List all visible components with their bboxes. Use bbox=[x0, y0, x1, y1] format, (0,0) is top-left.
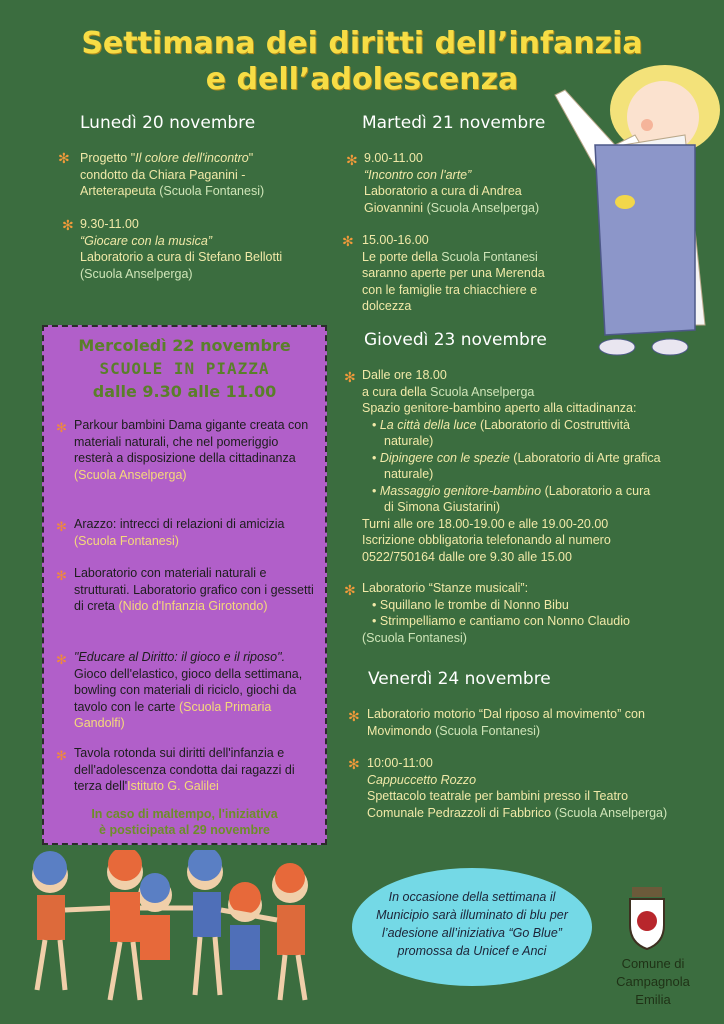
flower-bullet-icon: ✻ bbox=[56, 420, 67, 435]
monday-item-2: 9.30-11.00 “Giocare con la musica” Laboratorio a cura di Stefano Bellotti (Scuola Anselperga) bbox=[80, 217, 283, 281]
children-illustration bbox=[15, 850, 335, 1020]
coat-of-arms-icon bbox=[622, 885, 672, 951]
tuesday-item-1: 9.00-11.00 “Incontro con l'arte” Laboratorio a cura di Andrea Giovannini (Scuola Anselperga) bbox=[364, 151, 540, 215]
flower-bullet-icon: ✻ bbox=[56, 652, 67, 667]
oval-line-3: per l’adesione all’iniziativa “Go Blue” bbox=[382, 908, 568, 940]
tuesday-heading: Martedì 21 novembre bbox=[362, 113, 546, 133]
friday-heading: Venerdì 24 novembre bbox=[368, 669, 551, 689]
wednesday-time: dalle 9.30 alle 11.00 bbox=[92, 382, 277, 401]
flower-bullet-icon: ✻ bbox=[348, 756, 360, 772]
wednesday-item-2: Arazzo: intrecci di relazioni di amicizia (Scuola Fontanesi) bbox=[74, 517, 285, 548]
thursday-item-1: Dalle ore 18.00 a cura della Scuola Anselperga Spazio genitore-bambino aperto alla cittadinanza: • La città della luce (Laboratorio di Costruttività naturale) • Dipingere con le spezie (Laboratorio di Arte grafica naturale) • Massaggio genitore-bambino (Laboratorio a cura di Simona Giustarini) Turni alle ore 18.00-19.00 e alle 19.00-20.00 Iscrizione obbligatoria telefonando al numero 0522/750164 dalle ore 9.30 alle 15.00 bbox=[362, 368, 661, 564]
flower-bullet-icon: ✻ bbox=[344, 369, 356, 385]
wednesday-item-1: Parkour bambini Dama gigante creata con materiali naturali, che nel pomeriggio resterà a disposizione della cittadinanza (Scuola Anselperga) bbox=[74, 418, 309, 482]
comune-label: Comune di Campagnola Emilia bbox=[616, 956, 690, 1007]
thursday-item-2: Laboratorio “Stanze musicali”: • Squillano le trombe di Nonno Bibu • Strimpelliamo e cantiamo con Nonno Claudio (Scuola Fontanesi) bbox=[362, 581, 630, 645]
wednesday-item-5: Tavola rotonda sui diritti dell'infanzia e dell'adolescenza condotta dai ragazzi di terza dell'Istituto G. Galilei bbox=[74, 746, 295, 793]
flower-bullet-icon: ✻ bbox=[58, 150, 70, 166]
monday-heading: Lunedì 20 novembre bbox=[80, 113, 256, 133]
tuesday-item-2: 15.00-16.00 Le porte della Scuola Fontanesi saranno aperte per una Merenda con le famiglie tra chiacchiere e dolcezza bbox=[362, 233, 545, 313]
oval-line-1: In occasione della settimana bbox=[388, 890, 547, 904]
friday-item-2: 10:00-11:00 Cappuccetto Rozzo Spettacolo teatrale per bambini presso il Teatro Comunale Pedrazzoli di Fabbrico (Scuola Anselperga) bbox=[367, 756, 668, 820]
oval-line-2: il Municipio sarà illuminato di blu bbox=[376, 890, 556, 922]
flower-bullet-icon: ✻ bbox=[346, 152, 358, 168]
thursday-heading: Giovedì 23 novembre bbox=[364, 330, 547, 350]
wednesday-box bbox=[42, 325, 327, 845]
title-line-1: Settimana dei diritti dell’infanzia bbox=[81, 26, 643, 61]
flower-bullet-icon: ✻ bbox=[348, 708, 360, 724]
friday-item-1: Laboratorio motorio “Dal riposo al movimento” con Movimondo (Scuola Fontanesi) bbox=[367, 707, 645, 738]
flower-bullet-icon: ✻ bbox=[342, 233, 354, 249]
wednesday-item-3: Laboratorio con materiali naturali e strutturati. Laboratorio grafico con i gessetti di creta (Nido d'Infanzia Girotondo) bbox=[74, 566, 314, 613]
monday-item-1: Progetto "Il colore dell'incontro" condotto da Chiara Paganini - Arteterapeuta (Scuola Fontanesi) bbox=[80, 151, 265, 198]
wednesday-heading: Mercoledì 22 novembre bbox=[78, 336, 291, 355]
flower-bullet-icon: ✻ bbox=[56, 568, 67, 583]
flower-bullet-icon: ✻ bbox=[56, 748, 67, 763]
flower-bullet-icon: ✻ bbox=[56, 519, 67, 534]
oval-line-4: promossa da Unicef e Anci bbox=[397, 944, 547, 958]
weather-note-2: è posticipata al 29 novembre bbox=[99, 823, 270, 837]
wednesday-item-4: "Educare al Diritto: il gioco e il riposo". Gioco dell'elastico, gioco della settimana, bowling con materiali di riciclo, giochi da tavolo con le carte (Scuola Primaria Gandolfi) bbox=[74, 650, 303, 730]
flower-bullet-icon: ✻ bbox=[62, 217, 74, 233]
flower-bullet-icon: ✻ bbox=[344, 582, 356, 598]
title-line-2: e dell’adolescenza bbox=[205, 62, 519, 97]
child-illustration bbox=[545, 55, 724, 360]
go-blue-oval bbox=[352, 868, 592, 986]
weather-note-1: In caso di maltempo, l'iniziativa bbox=[91, 807, 278, 821]
wednesday-subheading: SCUOLE IN PIAZZA bbox=[99, 359, 270, 378]
